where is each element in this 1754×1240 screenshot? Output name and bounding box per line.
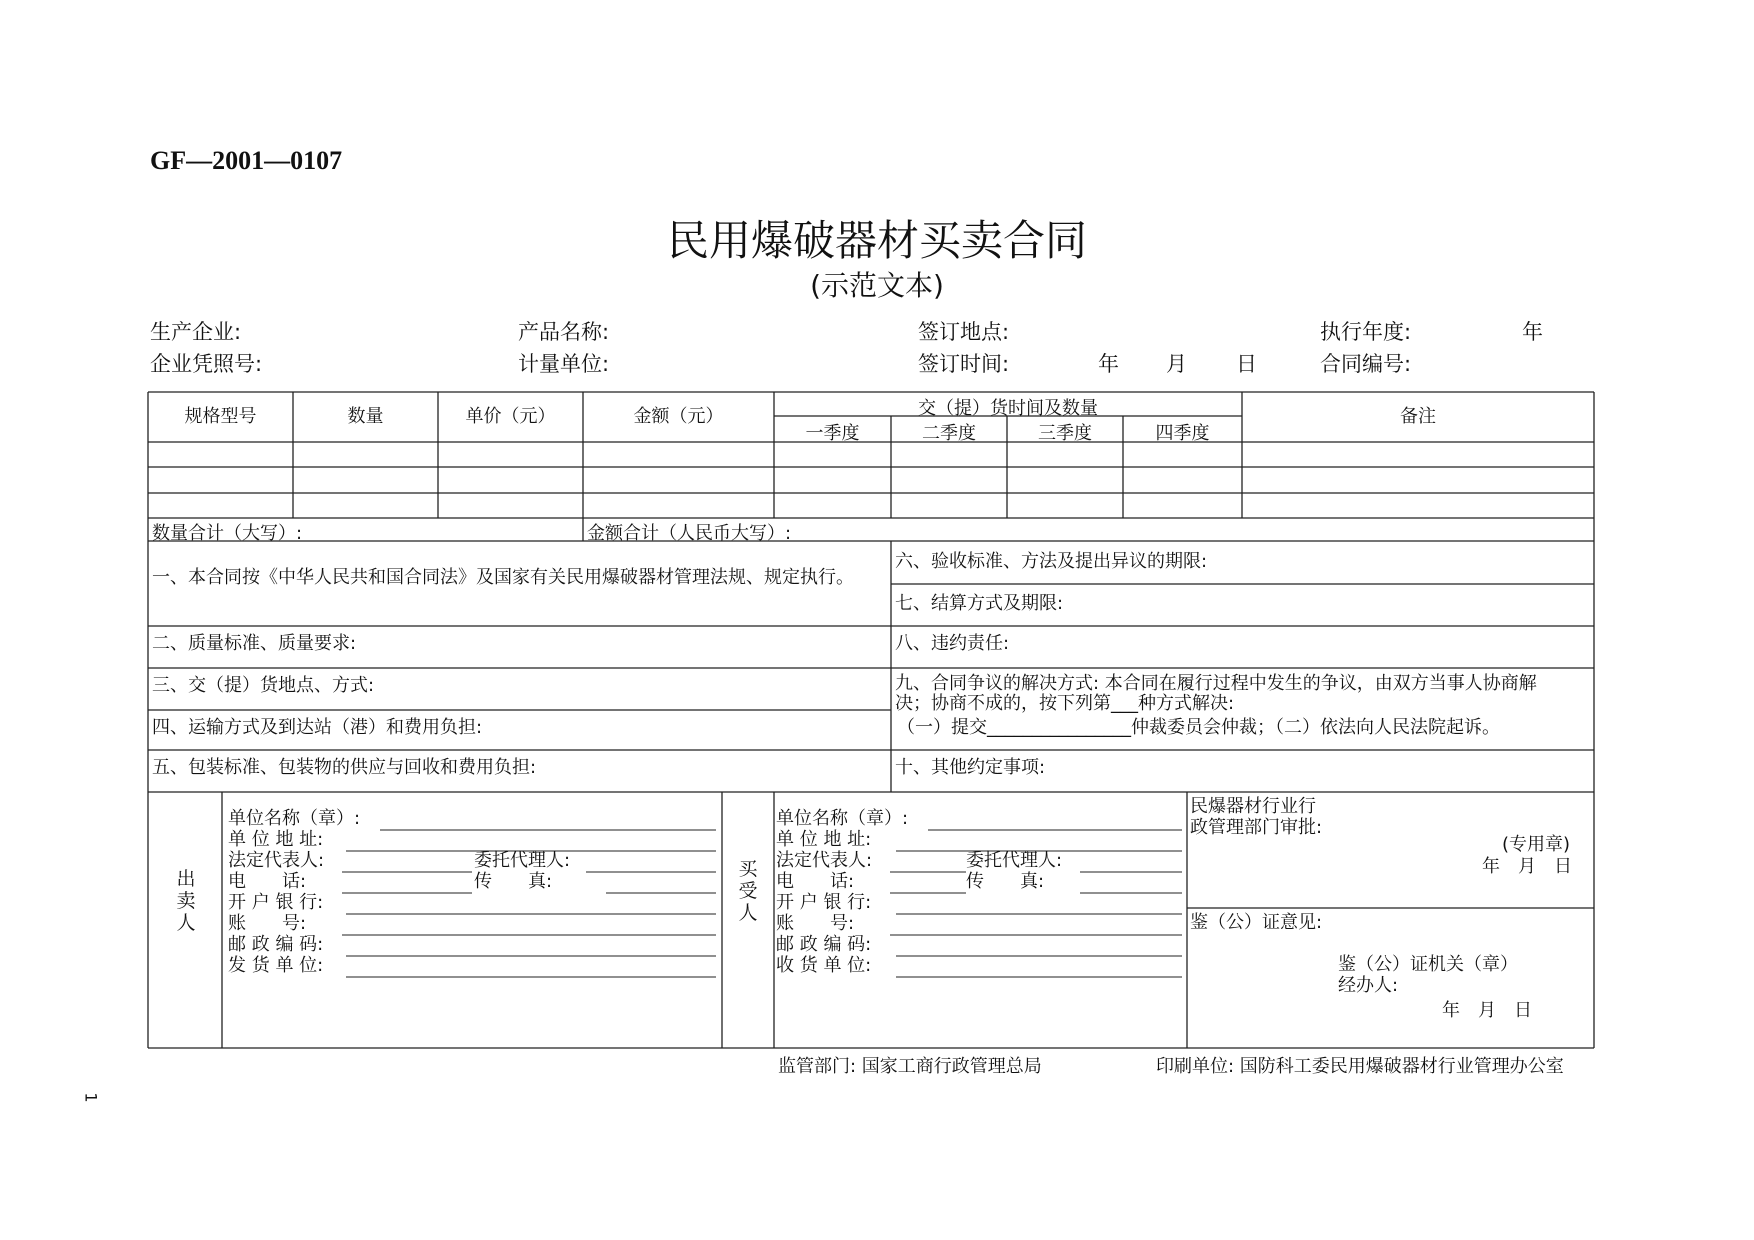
clause-3: 三、交（提）货地点、方式: [152,675,375,696]
clause-4: 四、运输方式及到达站（港）和费用负担: [152,717,483,738]
clause-9-line1: 九、合同争议的解决方式: 本合同在履行过程中发生的争议，由双方当事人协商解 [895,673,1537,694]
seller-name-label: 单位名称（章）: [228,808,361,829]
exec-year-label: 执行年度: [1320,320,1412,344]
clause-9-line3: （一）提交________________仲裁委员会仲裁；（二）依法向人民法院起诉。 [897,717,1500,738]
measure-unit-label: 计量单位: [518,352,610,376]
clause-2: 二、质量标准、质量要求: [152,633,357,654]
clause-5: 五、包装标准、包装物的供应与回收和费用负担: [152,757,537,778]
buyer-fax-label: 传 真: [966,871,1045,892]
qty-total-label: 数量合计（大写）: [152,523,303,544]
col-q1-header: 一季度 [805,423,860,444]
buyer-address-label: 单 位 地 址: [776,829,872,850]
buyer-phone-label: 电 话: [776,871,855,892]
sign-time-label: 签订时间: [918,352,1010,376]
buyer-account-label: 账 号: [776,913,855,934]
sign-month-char: 月 [1166,352,1187,376]
footer-printer: 印刷单位: 国防科工委民用爆破器材行业管理办公室 [1156,1056,1564,1077]
document-title: 民用爆破器材买卖合同 [666,216,1087,265]
clause-7: 七、结算方式及期限: [895,593,1064,614]
buyer-agent-label: 委托代理人: [966,850,1063,871]
exec-year-suffix: 年 [1522,320,1543,344]
buyer-legal-rep-label: 法定代表人: [776,850,873,871]
footer-supervisor: 监管部门: 国家工商行政管理总局 [778,1056,1042,1077]
sign-day-char: 日 [1236,352,1257,376]
col-delivery-header: 交（提）货时间及数量 [918,398,1098,419]
col-price-header: 单价（元） [465,406,556,427]
clause-1: 一、本合同按《中华人民共和国合同法》及国家有关民用爆破器材管理法规、规定执行。 [152,567,854,588]
col-q4-header: 四季度 [1155,423,1210,444]
buyer-name-label: 单位名称（章）: [776,808,909,829]
clause-10: 十、其他约定事项: [895,757,1046,778]
buyer-bank-label: 开 户 银 行: [776,892,872,913]
clause-8: 八、违约责任: [895,633,1010,654]
col-remark-header: 备注 [1400,406,1436,427]
notary-org: 鉴（公）证机关（章） [1338,954,1518,975]
buyer-postcode-label: 邮 政 编 码: [776,934,872,955]
license-label: 企业凭照号: [150,352,263,376]
seller-bank-label: 开 户 银 行: [228,892,324,913]
page-number: 1 [81,1092,101,1103]
notary-title: 鉴（公）证意见: [1190,912,1323,933]
clause-9-line2: 决；协商不成的，按下列第___种方式解决: [895,693,1235,714]
seller-address-label: 单 位 地 址: [228,829,324,850]
approval-seal: (专用章) [1502,834,1571,855]
notary-date: 年 月 日 [1442,1000,1532,1021]
contract-number-label: 合同编号: [1320,352,1412,376]
buyer-label: 买受人 [738,858,758,924]
approval-line2: 政管理部门审批: [1190,817,1323,838]
col-amount-header: 金额（元） [633,406,724,427]
col-spec-header: 规格型号 [184,406,257,427]
product-name-label: 产品名称: [518,320,610,344]
col-qty-header: 数量 [347,406,384,427]
seller-postcode-label: 邮 政 编 码: [228,934,324,955]
document-subtitle: (示范文本) [810,269,944,302]
document-code: GF—2001—0107 [150,146,343,175]
seller-account-label: 账 号: [228,913,307,934]
seller-ship-unit-label: 发 货 单 位: [228,955,324,976]
clause-6: 六、验收标准、方法及提出异议的期限: [895,551,1208,572]
seller-fax-label: 传 真: [474,871,553,892]
sign-year-char: 年 [1098,352,1119,376]
buyer-recv-unit-label: 收 货 单 位: [776,955,872,976]
col-q3-header: 三季度 [1038,423,1092,444]
notary-handler: 经办人: [1338,975,1399,996]
seller-agent-label: 委托代理人: [474,850,571,871]
sign-place-label: 签订地点: [918,320,1010,344]
seller-phone-label: 电 话: [228,871,307,892]
approval-line1: 民爆器材行业行 [1190,796,1316,817]
seller-legal-rep-label: 法定代表人: [228,850,325,871]
approval-date: 年 月 日 [1482,856,1572,877]
producer-label: 生产企业: [150,320,242,344]
amount-total-label: 金额合计（人民币大写）: [587,523,792,544]
col-q2-header: 二季度 [922,423,976,444]
seller-label: 出卖人 [176,868,196,934]
